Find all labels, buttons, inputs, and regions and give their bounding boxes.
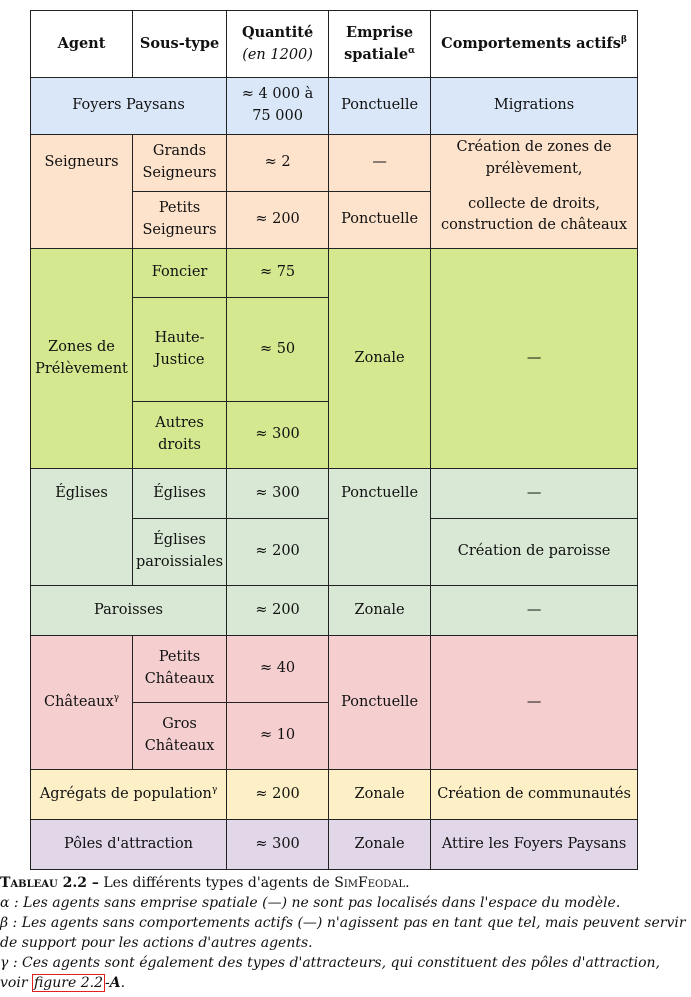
- cell-agent: Églises: [31, 469, 133, 519]
- cell-quantity: ≈ 200: [227, 192, 329, 249]
- cell-agent: Seigneurs: [31, 135, 133, 192]
- caption-title: Tableau 2.2 – Les différents types d'agents de SimFeodal.: [0, 875, 410, 891]
- cell-spatial: Zonale: [329, 249, 431, 469]
- cell-behaviors: Migrations: [431, 78, 638, 135]
- table-caption: [0, 873, 689, 993]
- header-behaviors: Comportements actifs$^\beta$: [431, 11, 638, 78]
- alpha-sup: α: [408, 46, 416, 56]
- cell-behaviors: —: [431, 586, 638, 636]
- table-row-poles: [31, 820, 638, 870]
- beta-sup: β: [620, 35, 627, 46]
- cell-behaviors: Création de paroisse: [431, 519, 638, 586]
- cell-agent: Zones de Prélèvement: [31, 249, 133, 469]
- cell-spatial: Ponctuelle: [329, 469, 431, 519]
- cell-behaviors: Création de zones de prélèvement,: [431, 135, 638, 192]
- cell-quantity: ≈ 300: [227, 820, 329, 870]
- header-agent: Agent: [31, 11, 133, 78]
- cell-behaviors: —: [431, 469, 638, 519]
- table-row-foyers: [31, 78, 638, 135]
- cell-spatial: Ponctuelle: [329, 636, 431, 770]
- cell-quantity: ≈ 2: [227, 135, 329, 192]
- cell-subtype: Autres droits: [133, 402, 227, 469]
- cell-subtype: Haute- Justice: [133, 298, 227, 402]
- cell-quantity: ≈ 40: [227, 636, 329, 703]
- cell-spatial: Ponctuelle: [329, 78, 431, 135]
- gamma-sup: γ: [113, 692, 120, 703]
- header-spatial: Emprise spatiale$^\alpha$: [329, 11, 431, 78]
- cell-agent-empty: [31, 519, 133, 586]
- cell-behaviors: —: [431, 636, 638, 770]
- header-quantity: Quantité (en 1200): [227, 11, 329, 78]
- cell-behaviors: Création de communautés: [431, 770, 638, 820]
- table-row-agregats: [31, 770, 638, 820]
- cell-agent: Châteaux$^\gamma$: [31, 636, 133, 770]
- cell-subtype: Petits Seigneurs: [133, 192, 227, 249]
- cell-subtype: Églises paroissiales: [133, 519, 227, 586]
- figure-link[interactable]: figure 2.2: [33, 975, 103, 991]
- table-row-petits-chateaux: [31, 636, 638, 703]
- cell-subtype: Petits Châteaux: [133, 636, 227, 703]
- cell-quantity: ≈ 50: [227, 298, 329, 402]
- cell-agent: Foyers Paysans: [31, 78, 227, 135]
- note-beta: β : Les agents sans comportements actifs (—) n'agissent pas en tant que tel, mais peuvent servir de support pour les actions d'autres agents.: [0, 915, 686, 951]
- note-alpha: α : Les agents sans emprise spatiale (—) ne sont pas localisés dans l'espace du modèle.: [0, 895, 621, 911]
- header-subtype: Sous-type: [133, 11, 227, 78]
- table-row-petits-seigneurs: [31, 192, 638, 249]
- cell-spatial: Zonale: [329, 820, 431, 870]
- caption-label: Tableau 2.2 –: [0, 875, 99, 891]
- note-gamma: γ : Ces agents sont également des types d'attracteurs, qui constituent des pôles d'attraction, voir figure 2.2 -A.: [0, 955, 660, 991]
- cell-agent: Agrégats de population$^\gamma$: [31, 770, 227, 820]
- cell-subtype: Gros Châteaux: [133, 703, 227, 770]
- table-row-eglises: [31, 469, 638, 519]
- table-row-grands-seigneurs: [31, 135, 638, 192]
- cell-quantity: ≈ 200: [227, 586, 329, 636]
- header-quantity-note: (en 1200): [242, 46, 313, 63]
- gamma-sup: γ: [211, 784, 218, 795]
- cell-agent: Pôles d'attraction: [31, 820, 227, 870]
- cell-behaviors: —: [431, 249, 638, 469]
- cell-quantity: ≈ 200: [227, 770, 329, 820]
- cell-spatial: Ponctuelle: [329, 192, 431, 249]
- cell-behaviors: collecte de droits, construction de châteaux: [431, 192, 638, 249]
- cell-quantity: ≈ 200: [227, 519, 329, 586]
- cell-quantity: ≈ 75: [227, 249, 329, 298]
- cell-spatial-empty: [329, 519, 431, 586]
- header-row: [31, 11, 638, 78]
- model-name: SimFeodal: [334, 875, 406, 891]
- table-row-eglises-paroissiales: [31, 519, 638, 586]
- table-row-paroisses: [31, 586, 638, 636]
- cell-quantity: ≈ 300: [227, 402, 329, 469]
- agents-table: [30, 10, 638, 870]
- cell-quantity: ≈ 300: [227, 469, 329, 519]
- cell-agent: Paroisses: [31, 586, 227, 636]
- cell-spatial: —: [329, 135, 431, 192]
- cell-subtype: Églises: [133, 469, 227, 519]
- table-row-foncier: [31, 249, 638, 298]
- cell-spatial: Zonale: [329, 586, 431, 636]
- cell-behaviors: Attire les Foyers Paysans: [431, 820, 638, 870]
- cell-agent-empty: [31, 192, 133, 249]
- cell-subtype: Grands Seigneurs: [133, 135, 227, 192]
- cell-spatial: Zonale: [329, 770, 431, 820]
- cell-quantity: ≈ 10: [227, 703, 329, 770]
- cell-subtype: Foncier: [133, 249, 227, 298]
- cell-quantity: ≈ 4 000 à 75 000: [227, 78, 329, 135]
